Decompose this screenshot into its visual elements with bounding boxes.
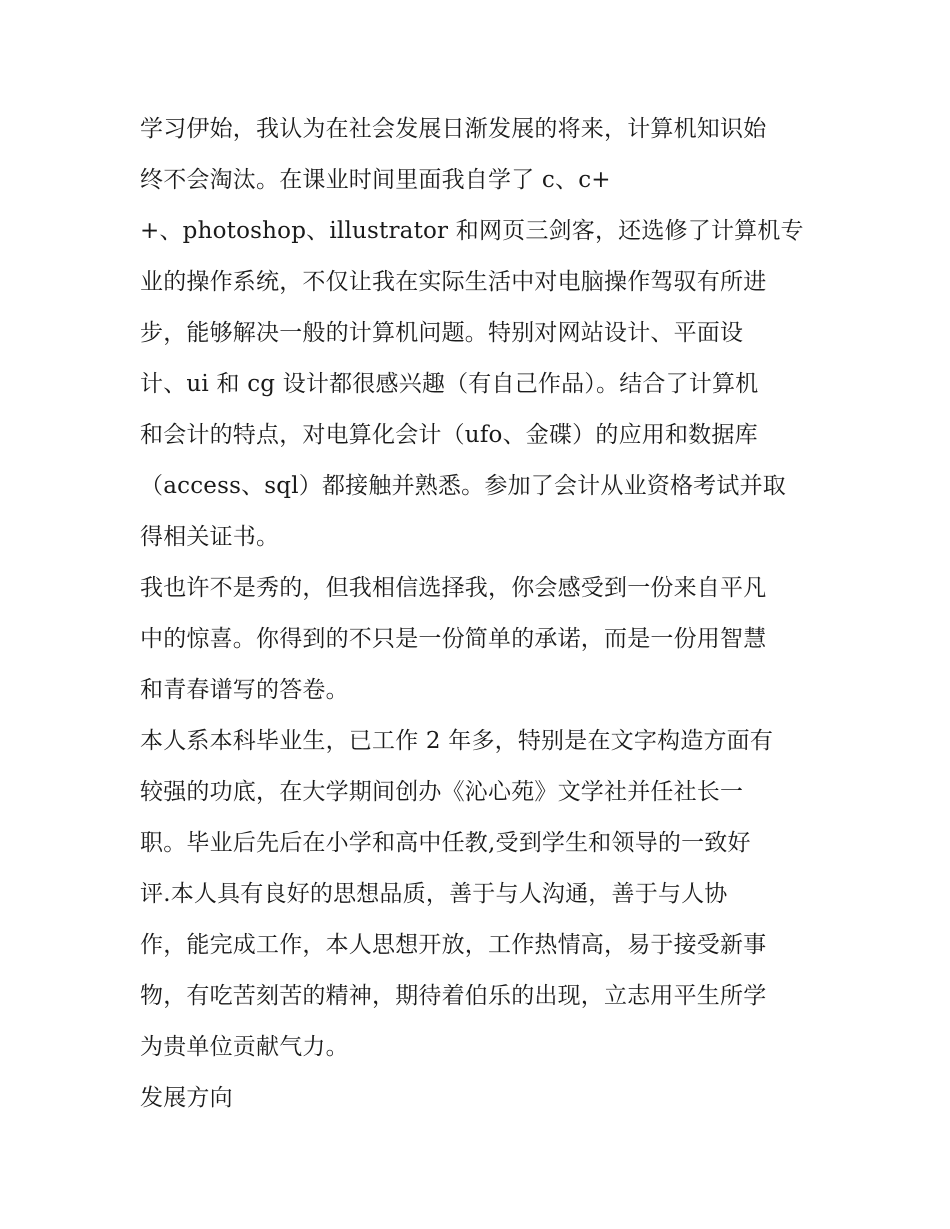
text-line: 步，能够解决一般的计算机问题。特别对网站设计、平面设 [140,320,744,346]
text-line: 较强的功底，在大学期间创办《沁心苑》文学社并任社长一 [140,779,744,805]
text-line: 和青春谱写的答卷。 [140,677,349,703]
text-line: 计、ui 和 cg 设计都很感兴趣（有自己作品）。结合了计算机 [140,371,759,397]
text-line: 终不会淘汰。在课业时间里面我自学了 c、c+ [140,167,611,193]
text-line: 为贵单位贡献气力。 [140,1034,349,1060]
text-line: 我也许不是秀的，但我相信选择我，你会感受到一份来自平凡 [140,575,767,601]
text-line: +、photoshop、illustrator 和网页三剑客，还选修了计算机专 [140,218,804,244]
text-line: 业的操作系统，不仅让我在实际生活中对电脑操作驾驭有所进 [140,269,767,295]
text-line: 本人系本科毕业生，已工作 2 年多，特别是在文字构造方面有 [140,728,774,754]
text-line: 职。毕业后先后在小学和高中任教,受到学生和领导的一致好 [140,830,751,856]
document-body [140,104,820,1124]
text-line: 中的惊喜。你得到的不只是一份简单的承诺，而是一份用智慧 [140,626,767,652]
text-line: （access、sql）都接触并熟悉。参加了会计从业资格考试并取 [140,473,786,499]
text-line: 学习伊始，我认为在社会发展日渐发展的将来，计算机知识始 [140,116,767,142]
text-line: 评.本人具有良好的思想品质，善于与人沟通，善于与人协 [140,881,728,907]
text-line: 得相关证书。 [140,524,280,550]
text-line: 作，能完成工作，本人思想开放，工作热情高，易于接受新事 [140,932,767,958]
text-line: 和会计的特点，对电算化会计（ufo、金碟）的应用和数据库 [140,422,758,448]
text-line: 物，有吃苦刻苦的精神，期待着伯乐的出现，立志用平生所学 [140,983,767,1009]
section-heading: 发展方向 [140,1085,233,1111]
